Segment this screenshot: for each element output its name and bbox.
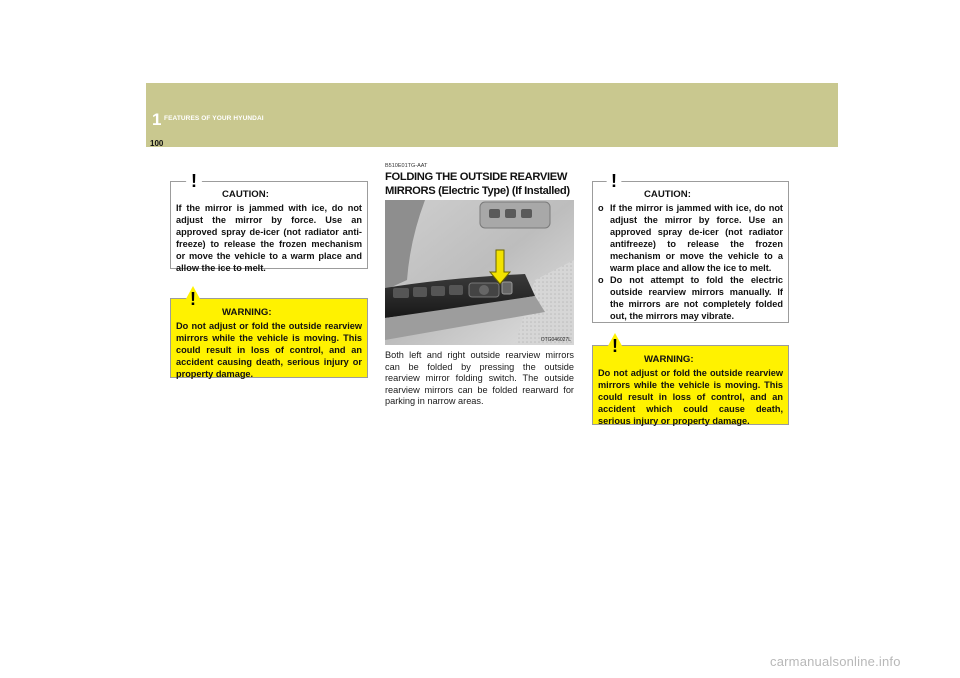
caution-item-text: If the mirror is jammed with ice, do not adjust the mirror by force. Use an approved spray de-icer (not radiator antifreeze) to release the frozen mechanism or move the vehicle to a warm place and allow the ice to melt.: [610, 203, 783, 273]
figure-code: OTG046027L: [540, 337, 571, 343]
watermark: carmanualsonline.info: [770, 654, 901, 669]
svg-text:!: !: [611, 171, 617, 191]
chapter-title: FEATURES OF YOUR HYUNDAI: [164, 115, 264, 122]
bullet: o: [598, 203, 604, 213]
warning-triangle-icon: [180, 285, 206, 309]
right-caution-box: [592, 181, 789, 323]
section-body: Both left and right outside rearview mirrors can be folded by pressing the outside rearview mirror folding switch. The outside rearview mirrors can be folded rearward for parking in narrow areas.: [385, 350, 574, 407]
caution-list: [598, 202, 783, 322]
bullet: o: [598, 275, 604, 285]
door-panel-illustration: [385, 200, 574, 345]
warning-triangle-icon: [181, 167, 207, 191]
list-item: [598, 274, 783, 322]
left-caution-box: [170, 181, 368, 273]
caution-heading: CAUTION:: [644, 189, 691, 200]
mirror-switch-photo: [385, 200, 574, 345]
caution-heading: CAUTION:: [222, 189, 269, 200]
section-title: FOLDING THE OUTSIDE REARVIEW MIRRORS (Electric Type) (If Installed): [385, 171, 570, 197]
caution-text: If the mirror is jammed with ice, do not adjust the mirror by force. Use an approved spray de-icer (not radiator anti-freeze) to release the frozen mechanism or move the vehicle to a warm place and allow the ice to melt.: [176, 203, 362, 273]
svg-text:!: !: [612, 336, 618, 356]
page-number: 100: [150, 139, 164, 148]
left-warning-box: [170, 298, 368, 378]
section-code: B510E01TG-AAT: [385, 163, 428, 169]
warning-heading: WARNING:: [644, 354, 694, 365]
right-warning-box: [592, 345, 789, 425]
warning-triangle-icon: [601, 167, 627, 191]
warning-triangle-icon: [602, 332, 628, 356]
svg-text:!: !: [191, 171, 197, 191]
svg-text:!: !: [190, 289, 196, 309]
warning-heading: WARNING:: [222, 307, 272, 318]
chapter-number: 1: [152, 110, 162, 129]
warning-text: Do not adjust or fold the outside rearview mirrors while the vehicle is moving. This could result in loss of control, and an accident causing death, serious injury or property damage.: [176, 321, 362, 379]
list-item: [598, 202, 783, 274]
warning-text: Do not adjust or fold the outside rearview mirrors while the vehicle is moving. This could result in loss of control, and an accident which could cause death, serious injury or property damage.: [598, 368, 783, 426]
caution-item-text: Do not attempt to fold the electric outside rearview mirrors manually. If the mirrors are not completely folded out, the mirrors may vibrate.: [610, 275, 783, 321]
